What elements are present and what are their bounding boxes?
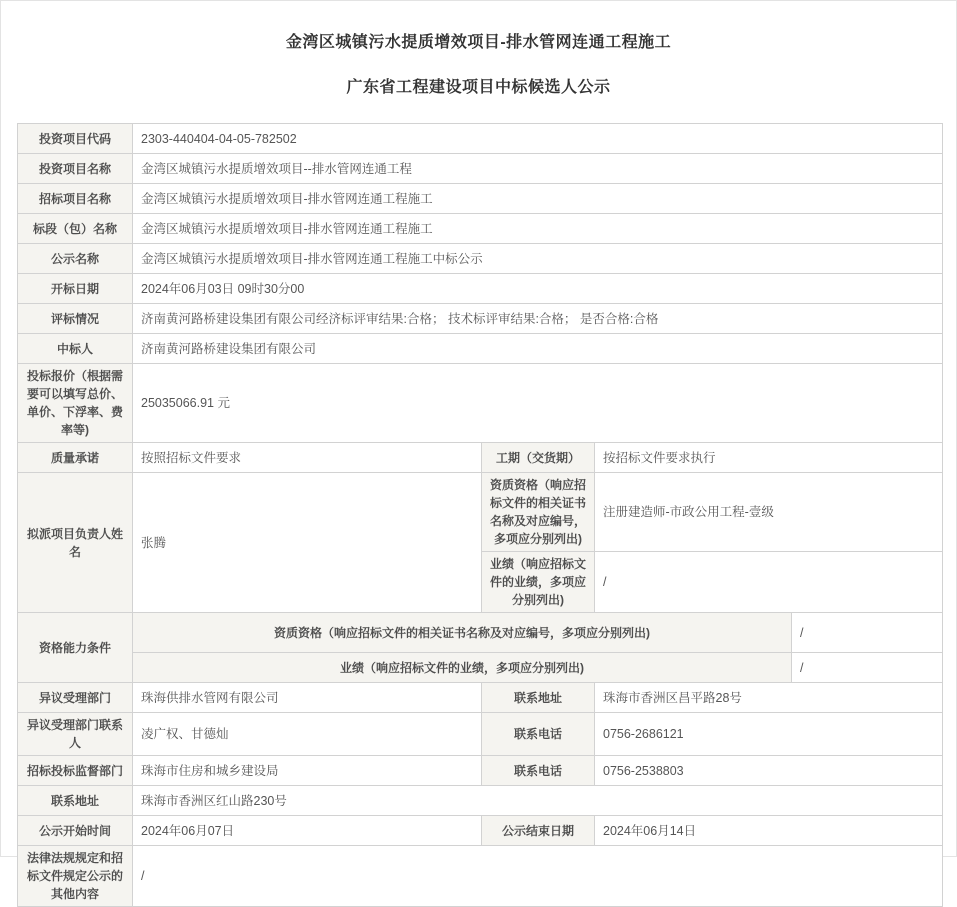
publicity-end-label: 公示结束日期 — [482, 816, 595, 846]
qualification-condition-label: 资格能力条件 — [18, 613, 133, 683]
table-row — [18, 274, 943, 304]
objection-phone-value: 0756-2686121 — [595, 713, 943, 756]
tender-name-label: 招标项目名称 — [18, 184, 133, 214]
duration-label: 工期（交货期） — [482, 443, 595, 473]
quality-commitment-label: 质量承诺 — [18, 443, 133, 473]
table-row — [18, 364, 943, 443]
objection-dept-value: 珠海供排水管网有限公司 — [133, 683, 482, 713]
objection-dept-label: 异议受理部门 — [18, 683, 133, 713]
duration-value: 按招标文件要求执行 — [595, 443, 943, 473]
supervision-dept-value: 珠海市住房和城乡建设局 — [133, 756, 482, 786]
project-manager-value: 张腾 — [133, 473, 482, 613]
page-title-line1: 金湾区城镇污水提质增效项目-排水管网连通工程施工 — [285, 34, 672, 51]
evaluation-value: 济南黄河路桥建设集团有限公司经济标评审结果:合格； 技术标评审结果:合格； 是否合格:合格 — [133, 304, 943, 334]
other-content-value: / — [133, 846, 943, 907]
table-row — [18, 713, 943, 756]
bid-price-label: 投标报价（根据需要可以填写总价、单价、下浮率、费率等) — [18, 364, 133, 443]
quality-commitment-value: 按照招标文件要求 — [133, 443, 482, 473]
contact-address-label: 联系地址 — [18, 786, 133, 816]
publicity-start-value: 2024年06月07日 — [133, 816, 482, 846]
project-manager-label: 拟派项目负责人姓名 — [18, 473, 133, 613]
table-row — [18, 613, 943, 653]
publicity-start-label: 公示开始时间 — [18, 816, 133, 846]
table-row — [18, 443, 943, 473]
manager-qualification-value: 注册建造师-市政公用工程-壹级 — [595, 473, 943, 552]
investment-name-value: 金湾区城镇污水提质增效项目--排水管网连通工程 — [133, 154, 943, 184]
section-name-label: 标段（包）名称 — [18, 214, 133, 244]
project-code-value: 2303-440404-04-05-782502 — [133, 124, 943, 154]
bid-price-value: 25035066.91 元 — [133, 364, 943, 443]
publicity-end-value: 2024年06月14日 — [595, 816, 943, 846]
tender-name-value: 金湾区城镇污水提质增效项目-排水管网连通工程施工 — [133, 184, 943, 214]
manager-performance-value: / — [595, 552, 943, 613]
qc-qualification-label: 资质资格（响应招标文件的相关证书名称及对应编号，多项应分别列出) — [133, 613, 792, 653]
objection-phone-label: 联系电话 — [482, 713, 595, 756]
table-row — [18, 846, 943, 907]
objection-contact-label: 异议受理部门联系人 — [18, 713, 133, 756]
table-row — [18, 334, 943, 364]
investment-name-label: 投资项目名称 — [18, 154, 133, 184]
bid-opening-date-label: 开标日期 — [18, 274, 133, 304]
supervision-phone-label: 联系电话 — [482, 756, 595, 786]
table-row — [18, 124, 943, 154]
qc-performance-value: / — [792, 653, 943, 683]
table-row — [18, 816, 943, 846]
table-row — [18, 214, 943, 244]
table-row — [18, 154, 943, 184]
section-name-value: 金湾区城镇污水提质增效项目-排水管网连通工程施工 — [133, 214, 943, 244]
objection-dept-address-value: 珠海市香洲区昌平路28号 — [595, 683, 943, 713]
announcement-table — [17, 123, 943, 907]
announcement-name-label: 公示名称 — [18, 244, 133, 274]
page-title — [1, 1, 956, 98]
manager-qualification-label: 资质资格（响应招标文件的相关证书名称及对应编号，多项应分别列出) — [482, 473, 595, 552]
manager-performance-label: 业绩（响应招标文件的业绩，多项应分别列出) — [482, 552, 595, 613]
qc-qualification-value: / — [792, 613, 943, 653]
evaluation-label: 评标情况 — [18, 304, 133, 334]
table-row — [18, 683, 943, 713]
supervision-dept-label: 招标投标监督部门 — [18, 756, 133, 786]
table-row — [18, 786, 943, 816]
page-title-line2: 广东省工程建设项目中标候选人公示 — [346, 79, 611, 96]
objection-contact-value: 凌广权、甘德灿 — [133, 713, 482, 756]
winner-label: 中标人 — [18, 334, 133, 364]
table-row — [18, 653, 943, 683]
table-row — [18, 244, 943, 274]
project-code-label: 投资项目代码 — [18, 124, 133, 154]
winner-value: 济南黄河路桥建设集团有限公司 — [133, 334, 943, 364]
announcement-name-value: 金湾区城镇污水提质增效项目-排水管网连通工程施工中标公示 — [133, 244, 943, 274]
contact-address-value: 珠海市香洲区红山路230号 — [133, 786, 943, 816]
objection-dept-address-label: 联系地址 — [482, 683, 595, 713]
other-content-label: 法律法规规定和招标文件规定公示的其他内容 — [18, 846, 133, 907]
supervision-phone-value: 0756-2538803 — [595, 756, 943, 786]
qc-performance-label: 业绩（响应招标文件的业绩，多项应分别列出) — [133, 653, 792, 683]
table-row — [18, 304, 943, 334]
table-row — [18, 473, 943, 552]
bid-opening-date-value: 2024年06月03日 09时30分00 — [133, 274, 943, 304]
table-row — [18, 756, 943, 786]
table-row — [18, 184, 943, 214]
